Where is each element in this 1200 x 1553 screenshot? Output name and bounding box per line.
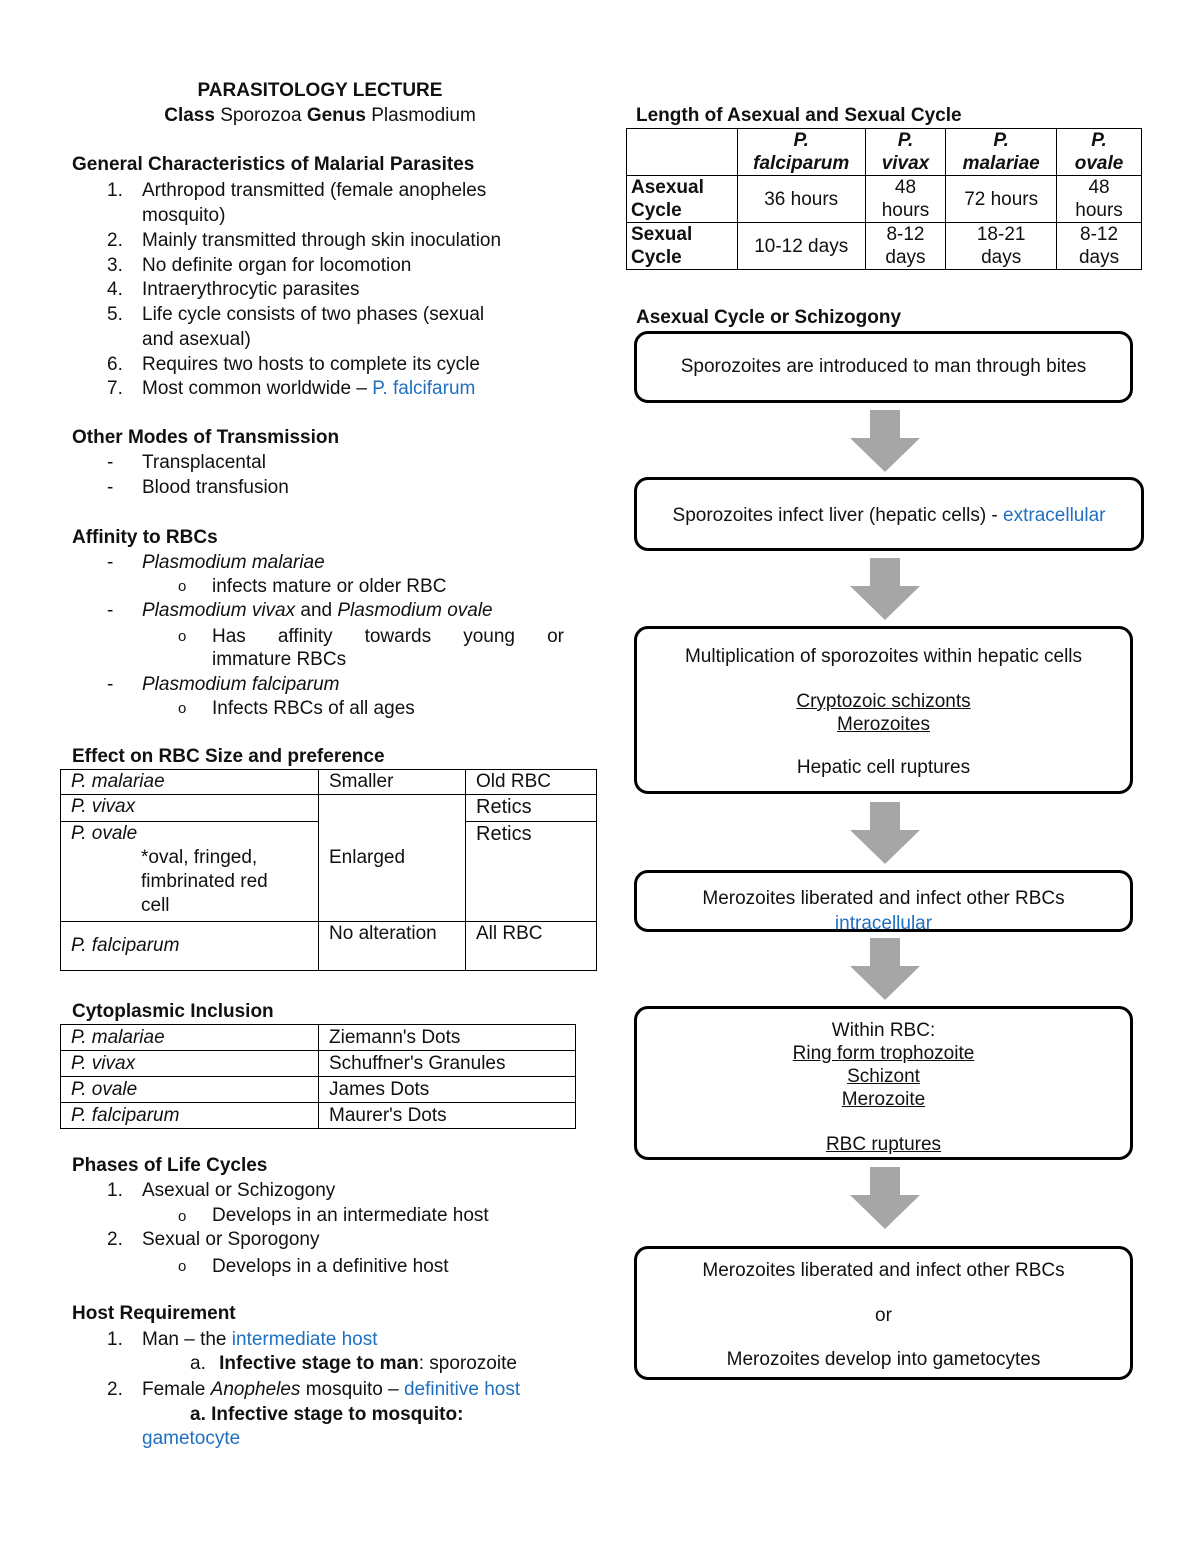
general-heading: General Characteristics of Malarial Parasites (72, 154, 475, 175)
row-label-cell (627, 176, 738, 223)
list-number: 7. (107, 378, 123, 399)
list-item: Requires two hosts to complete its cycle (142, 354, 480, 375)
list-number: 1. (107, 1180, 123, 1201)
circle-bullet: o (178, 578, 187, 595)
header-line: P. (897, 130, 914, 151)
flow-text: Merozoites (837, 714, 930, 735)
down-arrow-icon (850, 938, 920, 1000)
flow-box-4 (634, 870, 1133, 932)
table-cell: Retics (466, 795, 597, 822)
list-number: 5. (107, 304, 123, 325)
list-item: Arthropod transmitted (female anopheles (142, 180, 487, 201)
list-number: 1. (107, 1329, 123, 1350)
down-arrow-icon (850, 558, 920, 620)
table-header-cell (946, 129, 1057, 176)
genus-value: Plasmodium (371, 105, 476, 126)
flow-text: RBC ruptures (825, 1134, 942, 1155)
dash-bullet: - (107, 674, 114, 695)
highlight-text: intermediate host (231, 1329, 378, 1350)
table-row (61, 1051, 576, 1077)
cell-line: hours (881, 200, 930, 221)
list-item: Mainly transmitted through skin inoculation (142, 230, 502, 251)
flow-text: Ring form trophozoite (792, 1043, 975, 1064)
flow-text: Multiplication of sporozoites within hepatic cells (684, 646, 1083, 667)
flow-box-1 (634, 331, 1133, 403)
effect-table (60, 769, 597, 971)
list-number: 4. (107, 279, 123, 300)
down-arrow-icon (850, 802, 920, 864)
list-item: No definite organ for locomotion (142, 255, 412, 276)
flow-text: Sporozoites infect liver (hepatic cells) - (672, 505, 998, 526)
flow-text: Merozoites liberated and infect other RBCs (702, 1260, 1065, 1281)
table-cell: Maurer's Dots (319, 1103, 576, 1129)
table-cell: Retics (466, 822, 597, 922)
list-number: 6. (107, 354, 123, 375)
cell-line: days (885, 247, 926, 268)
sub-item (190, 1353, 517, 1375)
table-row (627, 223, 1142, 270)
header-line: P. (793, 130, 809, 151)
table-cell: P. vivax (61, 1051, 319, 1077)
list-item (142, 1329, 378, 1351)
host-heading: Host Requirement (72, 1303, 236, 1324)
list-item: Asexual or Schizogony (142, 1180, 336, 1201)
table-header-cell (865, 129, 946, 176)
flow-text: or (875, 1305, 892, 1326)
dash-bullet: - (107, 600, 114, 621)
cycle-table-heading: Length of Asexual and Sexual Cycle (636, 105, 962, 126)
table-cell (627, 129, 738, 176)
list-number: 1. (107, 180, 123, 201)
flow-text: Merozoites develop into gametocytes (726, 1349, 1041, 1370)
conjunction: and (300, 600, 333, 621)
list-number: 2. (107, 1379, 123, 1400)
flow-text: Sporozoites are introduced to man through bites (680, 356, 1087, 377)
header-line: vivax (881, 153, 930, 174)
cell-line: days (1078, 247, 1120, 268)
highlight-text: definitive host (403, 1379, 521, 1400)
table-cell (1057, 223, 1142, 270)
flow-text: Within RBC: (831, 1020, 936, 1041)
flow-text: Merozoite (841, 1089, 926, 1110)
table-row (61, 1077, 576, 1103)
table-cell: 10-12 days (737, 223, 865, 270)
down-arrow-icon (850, 410, 920, 472)
list-item: immature RBCs (212, 649, 347, 670)
phases-heading: Phases of Life Cycles (72, 1155, 268, 1176)
highlight-text: P. falcifarum (372, 378, 476, 399)
table-cell: P. ovale (61, 1077, 319, 1103)
header-line: falciparum (753, 153, 850, 174)
flow-box-5 (634, 1006, 1133, 1160)
flow-text: Hepatic cell ruptures (796, 757, 971, 778)
cycle-length-table (626, 128, 1142, 270)
list-number: 2. (107, 230, 123, 251)
down-arrow-icon (850, 1167, 920, 1229)
species-name: Anopheles (210, 1379, 301, 1400)
table-cell: P. malariae (61, 1025, 319, 1051)
sub-item-bold: Infective stage to man (219, 1353, 419, 1374)
list-item-text: Most common worldwide – (142, 378, 367, 399)
flow-text: Merozoites liberated and infect other RBCs (702, 888, 1065, 909)
table-cell (865, 176, 946, 223)
list-item-text: Man – the (142, 1329, 227, 1350)
list-item (142, 1379, 520, 1401)
table-cell: Old RBC (466, 770, 597, 795)
table-cell (865, 223, 946, 270)
affinity-heading: Affinity to RBCs (72, 527, 218, 548)
list-item-text: Female (142, 1379, 206, 1400)
row-label-line: Sexual (631, 224, 693, 245)
flow-text: Schizont (847, 1066, 920, 1087)
list-item: Sexual or Sporogony (142, 1229, 320, 1250)
list-number: 3. (107, 255, 123, 276)
table-header-cell (737, 129, 865, 176)
table-header-cell (1057, 129, 1142, 176)
list-item: Develops in a definitive host (212, 1256, 449, 1277)
highlight-text: extracellular (1003, 505, 1106, 526)
list-item: mosquito) (142, 205, 226, 226)
flow-box-2 (634, 477, 1144, 551)
table-cell (61, 822, 319, 922)
list-item: and asexual) (142, 329, 251, 350)
circle-bullet: o (178, 1208, 187, 1225)
list-item: Infects RBCs of all ages (212, 698, 415, 719)
dash-bullet: - (107, 452, 114, 473)
list-item-text: mosquito – (305, 1379, 399, 1400)
header-line: P. (993, 130, 1009, 151)
header-line: ovale (1074, 153, 1124, 174)
flow-text: Cryptozoic schizonts (796, 691, 971, 712)
list-item: Intraerythrocytic parasites (142, 279, 360, 300)
circle-bullet: o (178, 1258, 187, 1275)
table-cell: 36 hours (737, 176, 865, 223)
table-row (61, 1025, 576, 1051)
table-cell: Ziemann's Dots (319, 1025, 576, 1051)
table-cell: 72 hours (946, 176, 1057, 223)
list-item: Has affinity towards young or (212, 626, 564, 647)
row-label-line: Cycle (631, 200, 682, 221)
cell-line: hours (1075, 200, 1123, 221)
row-label-cell (627, 223, 738, 270)
cell-line: 48 (1088, 177, 1110, 198)
genus-label: Genus (306, 105, 366, 126)
highlight-text: intracellular (834, 913, 933, 934)
class-value: Sporozoa (220, 105, 302, 126)
list-item: Develops in an intermediate host (212, 1205, 489, 1226)
table-row (61, 922, 597, 971)
table-row (61, 795, 597, 822)
table-cell: No alteration (319, 922, 466, 971)
cell-line: 18-21 (976, 224, 1026, 245)
cell-line: 8-12 (1080, 224, 1119, 245)
table-row (627, 176, 1142, 223)
inclusion-table (60, 1024, 576, 1129)
table-cell: P. vivax (61, 795, 319, 822)
row-label-line: Asexual (631, 177, 704, 198)
cell-note: *oval, fringed, (141, 847, 258, 868)
list-number: 2. (107, 1229, 123, 1250)
table-cell: All RBC (466, 922, 597, 971)
cell-line: 48 (894, 177, 917, 198)
species-name: Plasmodium falciparum (142, 674, 340, 695)
page-title: PARASITOLOGY LECTURE (197, 80, 443, 101)
inclusion-heading: Cytoplasmic Inclusion (72, 1001, 274, 1022)
table-cell: P. falciparum (61, 1103, 319, 1129)
cell-note: fimbrinated red (141, 871, 268, 892)
circle-bullet: o (178, 700, 187, 717)
species-name: Plasmodium vivax (142, 600, 296, 621)
species-name: Plasmodium malariae (142, 552, 325, 573)
table-cell: Smaller (319, 770, 466, 795)
list-item (142, 600, 493, 622)
cell-line: days (981, 247, 1022, 268)
header-line: P. (1091, 130, 1107, 151)
class-label: Class (164, 105, 215, 126)
list-item: Life cycle consists of two phases (sexual (142, 304, 485, 325)
list-item: infects mature or older RBC (212, 576, 447, 597)
species-name: Plasmodium ovale (337, 600, 493, 621)
table-row (61, 770, 597, 795)
page-subtitle (60, 105, 580, 127)
table-row (627, 129, 1142, 176)
sub-item-label: a. (190, 1353, 206, 1374)
cell-line: 8-12 (886, 224, 925, 245)
table-cell (946, 223, 1057, 270)
row-label-line: Cycle (631, 247, 682, 268)
flow-box-3 (634, 626, 1133, 794)
flow-heading: Asexual Cycle or Schizogony (636, 307, 902, 328)
table-row (61, 1103, 576, 1129)
highlight-text: gametocyte (142, 1428, 241, 1449)
table-cell: Schuffner's Granules (319, 1051, 576, 1077)
other-modes-heading: Other Modes of Transmission (72, 427, 340, 448)
species-name: P. ovale (71, 823, 138, 844)
table-cell: James Dots (319, 1077, 576, 1103)
list-item (142, 378, 475, 400)
dash-bullet: - (107, 552, 114, 573)
list-item: Transplacental (142, 452, 266, 473)
table-cell: P. falciparum (61, 922, 319, 971)
sub-item-text: : sporozoite (418, 1353, 517, 1374)
effect-heading: Effect on RBC Size and preference (72, 746, 385, 767)
list-item: Blood transfusion (142, 477, 289, 498)
sub-item-bold: a. Infective stage to mosquito: (190, 1404, 464, 1425)
table-cell: Enlarged (319, 795, 466, 922)
dash-bullet: - (107, 477, 114, 498)
flow-box-6 (634, 1246, 1133, 1380)
header-line: malariae (962, 153, 1040, 174)
table-cell (1057, 176, 1142, 223)
cell-note: cell (141, 895, 170, 916)
circle-bullet: o (178, 628, 187, 645)
table-cell: P. malariae (61, 770, 319, 795)
